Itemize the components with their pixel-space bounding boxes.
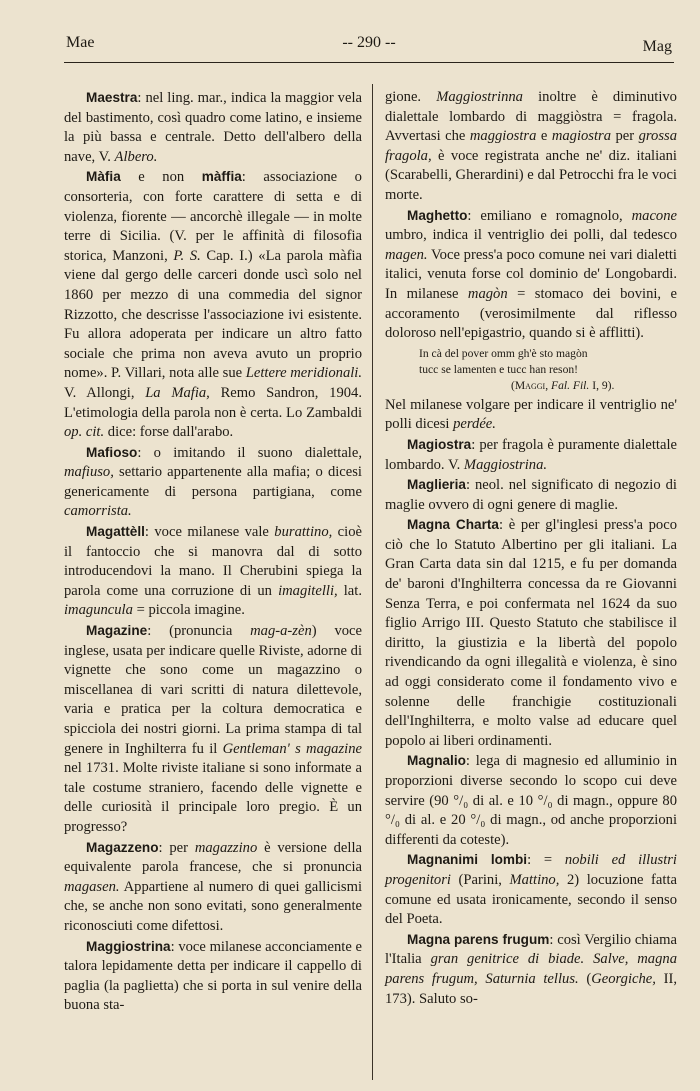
entry-italic: burattino, bbox=[274, 524, 333, 541]
entry-italic: magen. bbox=[385, 246, 428, 263]
entry-text: : o imitando il suono dialettale, bbox=[137, 444, 362, 461]
entry-magazine bbox=[64, 621, 362, 838]
headword: Magiostra bbox=[407, 436, 472, 452]
entry-text: inoltre è diminutivo dialettale lombardo di maggiòstra = fragola. Avvertasi che bbox=[385, 89, 677, 145]
column-divider bbox=[372, 84, 373, 1080]
entry-text: = stomaco dei bovini, e accoramento (verosimilmente dal riflesso doloroso nell'epigastrio, quando si è afflitti). bbox=[385, 285, 677, 342]
entry-italic: Maggiostrina. bbox=[463, 456, 548, 473]
entry-maghetto-note bbox=[385, 396, 677, 435]
entry-text: : nel ling. mar., indica la maggior vela del bastimento, così quadro come latino, e insieme la più bassa e centrale. Detto dell'albero della nave, V. bbox=[64, 90, 362, 165]
running-header bbox=[66, 34, 672, 60]
entry-italic: grossa fragola, bbox=[385, 128, 677, 164]
headword: Magazzeno bbox=[86, 839, 159, 855]
headword: Magna Charta bbox=[407, 517, 499, 533]
entry-mafioso bbox=[64, 443, 362, 522]
entry-magazzeno bbox=[64, 838, 362, 937]
entry-italic: La Mafia, bbox=[145, 384, 210, 401]
entry-text: : è per gl'inglesi press'a poco ciò che lo Statuto Albertino per gli italiani. La Gran Carta data sin dal 1215, e fu per domanda de' baroni d'Inghilterra concessa da re Giovanni Senza Terra, e poi confermata nel 1624 da suo figlio Arrigo III. Questo Statuto che stabilisce il diritto, la giustizia e la libertà del popolo rivendicando da ogni illegalità e violenza, è sino ad oggi considerato come il fondamento vivo e solenne delle franchigie costituzionali dell'Inghilterra, e molto valse ad educare quel popolo ai liberi ordinamenti. bbox=[385, 517, 677, 749]
entry-text: Cap. I.) «La parola màfia viene dal gergo delle carceri donde uscì solo nel 1860 per mezzo di una commedia del signor Rizzotto, che descrisse l'associazione ivi esistente. Fu allora adoperata per indicare un altro fatto sociale che prima non aveva avuto un proprio nome». P. Villari, nota alle sue bbox=[64, 247, 363, 382]
entry-italic: Albero. bbox=[114, 148, 158, 165]
entry-text: ) voce inglese, usata per indicare quelle Riviste, adorne di vignette che sono come un magazzino o miscellanea di vari scritti di natura dilettevole, varia e pratica per la coltura democratica e spicciola dei nostri giorni. La prima stampa di tal genere in Inghilterra fu il bbox=[64, 623, 362, 757]
headword: Magazine bbox=[86, 623, 148, 639]
quotation-work: Fal. Fil. bbox=[550, 378, 590, 392]
headword: Magnalio bbox=[407, 753, 466, 769]
entry-magnanimi-lombi bbox=[385, 850, 677, 929]
entry-italic: op. cit. bbox=[64, 424, 105, 441]
entry-italic: magasen. bbox=[64, 878, 120, 895]
entry-italic: mafiuso, bbox=[64, 464, 114, 481]
entry-maghetto bbox=[385, 206, 677, 344]
entry-text: ( bbox=[578, 970, 592, 987]
entry-magna-charta bbox=[385, 515, 677, 751]
entry-italic: mag-a-zèn bbox=[250, 623, 312, 640]
entry-text: per bbox=[611, 128, 639, 145]
entry-text: II, 173). Saluto so- bbox=[385, 970, 677, 1007]
quotation-source: (Maggi, Fal. Fil. I, 9). bbox=[511, 378, 615, 392]
entry-text: : neol. nel significato di negozio di maglie ovvero di ogni genere di maglie. bbox=[385, 477, 677, 513]
entry-italic: camorrista. bbox=[64, 503, 132, 520]
entry-text: cioè il fantoccio che si manovra dal di sotto introducendovi la mano. Il Cherubini spiega la parola come una corruzione di un bbox=[64, 524, 362, 599]
entry-text: umbro, indica il ventriglio dei polli, dal tedesco bbox=[385, 227, 677, 244]
entry-magiostra bbox=[385, 435, 677, 475]
headword: Magnanimi lombi bbox=[407, 852, 528, 868]
entry-italic: Mattino, bbox=[509, 871, 560, 888]
entry-maestra bbox=[64, 88, 362, 167]
entry-text: : voce milanese vale bbox=[144, 524, 275, 541]
entry-text: : così Vergilio chiama l'Italia bbox=[385, 931, 677, 968]
entry-text: : voce milanese acconciamente e talora lepidamente detta per indicare il cappello di paglia (la paglietta) che si porta in sul venire della buona sta- bbox=[64, 938, 362, 1014]
entry-text: Remo Sandron, 1904. L'etimologia della parola non è certa. Lo Zambaldi bbox=[64, 384, 362, 421]
entry-italic: imaguncula bbox=[64, 602, 133, 619]
entry-text: nel 1731. Molte riviste italiane si sono informate a tale costume straniero, facendo delle vignette e delle curiosità il principale loro pregio. È un progresso? bbox=[64, 760, 362, 835]
entry-maggiostrina-continued bbox=[385, 88, 677, 206]
entry-italic: gran genitrice di biade. Salve, magna parens frugum, Saturnia tellus. bbox=[385, 951, 677, 987]
headword: Maghetto bbox=[407, 207, 468, 223]
entry-text: è voce registrata anche ne' diz. italiani (Scarabelli, Gherardini) e dal Petrocchi fra le voci morte. bbox=[385, 147, 677, 203]
headword-variant: màffia bbox=[201, 169, 242, 185]
headword: Magna parens frugum bbox=[407, 931, 550, 947]
entry-italic: imagitelli, bbox=[278, 582, 338, 599]
headword: Maggiostrina bbox=[86, 938, 171, 954]
headword: Màfia bbox=[86, 169, 121, 185]
entry-italic: Georgiche, bbox=[591, 970, 656, 987]
entry-text: V. Allongi, bbox=[64, 384, 146, 401]
headword: Mafioso bbox=[86, 444, 138, 460]
entry-text: settario appartenente alla mafia; o dicesi genericamente di persona partigiana, come bbox=[64, 464, 362, 500]
entry-italic: magòn bbox=[467, 285, 508, 302]
header-left-guide-word: Mae bbox=[66, 34, 95, 51]
header-rule bbox=[64, 62, 674, 63]
page-number: -- 290 -- bbox=[342, 34, 396, 51]
entry-text: : associazione o consorteria, con forte carattere di setta e di violenza, fiorente — ancorchè illegale — in molte terre di Sicilia. (V. per le affinità di filosofia storica, Manzoni, bbox=[64, 169, 362, 264]
entry-mafia bbox=[64, 167, 362, 442]
entry-text: = piccola imagine. bbox=[132, 602, 245, 619]
entry-italic: Gentleman' s magazine bbox=[222, 740, 362, 757]
entry-text: lat. bbox=[337, 582, 362, 599]
entry-italic: P. S. bbox=[173, 247, 201, 264]
verse-quotation bbox=[385, 346, 677, 394]
entry-magnalio bbox=[385, 751, 677, 850]
entry-text: è versione della equivalente parola francese, che si pronuncia bbox=[64, 839, 362, 876]
headword: Maestra bbox=[86, 90, 138, 105]
entry-magattell bbox=[64, 522, 362, 621]
entry-italic: Maggiostrinna bbox=[436, 89, 523, 105]
entry-italic: nobili ed illustri progenitori bbox=[385, 852, 677, 888]
entry-text: : per fragola è puramente dialettale lombardo. V. bbox=[385, 436, 677, 473]
header-right-guide-word: Mag bbox=[642, 38, 672, 55]
entry-text: : emiliano e romagnolo, bbox=[467, 207, 632, 224]
entry-text: : lega di magnesio ed alluminio in proporzioni diverse secondo lo scopo cui deve servire (90 °/₀ di al. e 10 °/₀ di magn., oppure 80 °/₀ di al. e 20 °/₀ di magn., od anche proporzioni differenti da coteste). bbox=[385, 753, 677, 848]
entry-text: : = bbox=[527, 852, 565, 869]
entry-text: 2) locuzione fatta comune ed usata ironicamente, secondo il senso del Poeta. bbox=[385, 871, 677, 928]
quotation-author: Maggi bbox=[514, 378, 546, 392]
right-column bbox=[385, 88, 677, 1009]
quotation-ref: I, 9). bbox=[589, 378, 615, 392]
entry-text: : (pronuncia bbox=[147, 623, 251, 640]
entry-maglieria bbox=[385, 475, 677, 515]
entry-italic: macone bbox=[631, 207, 677, 224]
entry-maggiostrina bbox=[64, 937, 362, 1016]
entry-text: Appartiene al numero di quei gallicismi che, se anche non sono evitati, sono generalmente riconosciuti come difettosi. bbox=[64, 878, 362, 934]
entry-text: : per bbox=[158, 839, 195, 856]
verse-line: tucc se lamenten e tucc han reson! bbox=[419, 362, 579, 376]
entry-italic: magazzino bbox=[194, 839, 258, 856]
headword: Magattèll bbox=[86, 524, 145, 540]
left-column bbox=[64, 88, 362, 1016]
entry-text: Voce press'a poco comune nei vari dialetti italici, venuta forse col dominio de' Longobardi. In milanese bbox=[385, 246, 677, 302]
entry-text: (Parini, bbox=[450, 871, 510, 888]
entry-italic: perdée. bbox=[453, 416, 496, 433]
entry-text: dice: forse dall'arabo. bbox=[104, 424, 234, 441]
entry-text: Nel milanese volgare per indicare il ventriglio ne' polli dicesi bbox=[385, 396, 677, 433]
entry-italic: magiostra bbox=[551, 128, 612, 145]
headword: Maglieria bbox=[407, 477, 466, 493]
entry-italic: Lettere meridionali. bbox=[245, 365, 362, 382]
entry-text: e non bbox=[120, 169, 202, 186]
entry-text: gione. bbox=[385, 89, 437, 105]
verse-line: In cà del pover omm gh'è sto magòn bbox=[419, 346, 588, 360]
entry-magna-parens-frugum bbox=[385, 930, 677, 1009]
entry-text: e bbox=[536, 128, 552, 145]
entry-italic: maggiostra bbox=[469, 128, 537, 145]
